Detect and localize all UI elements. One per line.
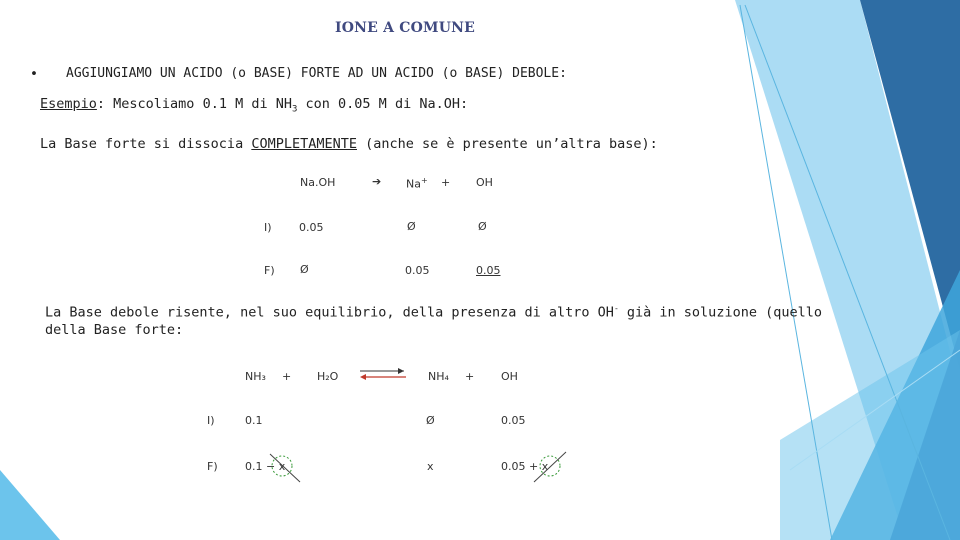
t1-cell: Ø xyxy=(300,263,309,276)
t2-header-plus-2: + xyxy=(465,370,475,383)
t2-cell: 0.1 − x xyxy=(245,460,286,473)
t2-header-plus: + xyxy=(282,370,292,383)
deco-bottom-left-triangle xyxy=(0,470,60,540)
t1-cell: Ø xyxy=(407,220,416,233)
equilibrium-arrows-icon xyxy=(358,366,408,382)
t2-header-nh3: NH₃ xyxy=(245,370,266,383)
example-line xyxy=(40,96,468,115)
t2-cell: 0.05 xyxy=(501,414,526,427)
t2-header-nh4: NH₄ xyxy=(428,370,449,383)
strong-base-emphasis: COMPLETAMENTE xyxy=(251,136,357,152)
t2-cell: 0.05 + x xyxy=(501,460,549,473)
t2-row-label: I) xyxy=(207,414,215,427)
weak-base-line-2: della Base forte: xyxy=(45,322,184,338)
strong-base-line xyxy=(40,136,658,152)
bullet-marker: • xyxy=(30,66,38,82)
example-text-a: : Mescoliamo 0.1 M di NH xyxy=(96,96,292,112)
t1-header-naoh: Na.OH xyxy=(300,176,336,189)
cancel-x-circle-annotation-1 xyxy=(262,448,308,486)
t1-header-plus: + xyxy=(441,176,451,189)
t1-cell: 0.05 xyxy=(299,221,324,234)
t1-row-label: F) xyxy=(264,264,275,277)
t2-cell: 0.1 xyxy=(245,414,263,427)
t1-cell: 0.05 xyxy=(476,264,501,277)
bullet-text: AGGIUNGIAMO UN ACIDO (o BASE) FORTE AD UN ACIDO (o BASE) DEBOLE: xyxy=(66,66,567,81)
t2-header-h2o: H₂O xyxy=(317,370,339,383)
t2-cell: Ø xyxy=(426,414,435,427)
t1-header-arrow-icon: ➔ xyxy=(372,175,382,188)
example-label: Esempio xyxy=(40,96,97,112)
t1-cell: 0.05 xyxy=(405,264,430,277)
t1-header-na: Na+ xyxy=(406,176,428,191)
example-subscript: 3 xyxy=(291,104,298,115)
t2-header-oh: OH xyxy=(501,370,518,383)
slide-title: IONE A COMUNE xyxy=(335,20,475,36)
t1-row-label: I) xyxy=(264,221,272,234)
strong-base-text-a: La Base forte si dissocia xyxy=(40,136,252,152)
t1-header-oh: OH xyxy=(476,176,493,189)
strong-base-text-b: (anche se è presente un’altra base): xyxy=(357,136,658,152)
t1-cell: Ø xyxy=(478,220,487,233)
t2-cell: x xyxy=(427,460,434,473)
weak-base-line-1: La Base debole risente, nel suo equilibrio, della presenza di altro OH- già in soluzione (quello xyxy=(45,304,822,321)
cancel-x-circle-annotation-2 xyxy=(528,448,574,486)
example-text-b: con 0.05 M di Na.OH: xyxy=(297,96,469,112)
t2-row-label: F) xyxy=(207,460,218,473)
